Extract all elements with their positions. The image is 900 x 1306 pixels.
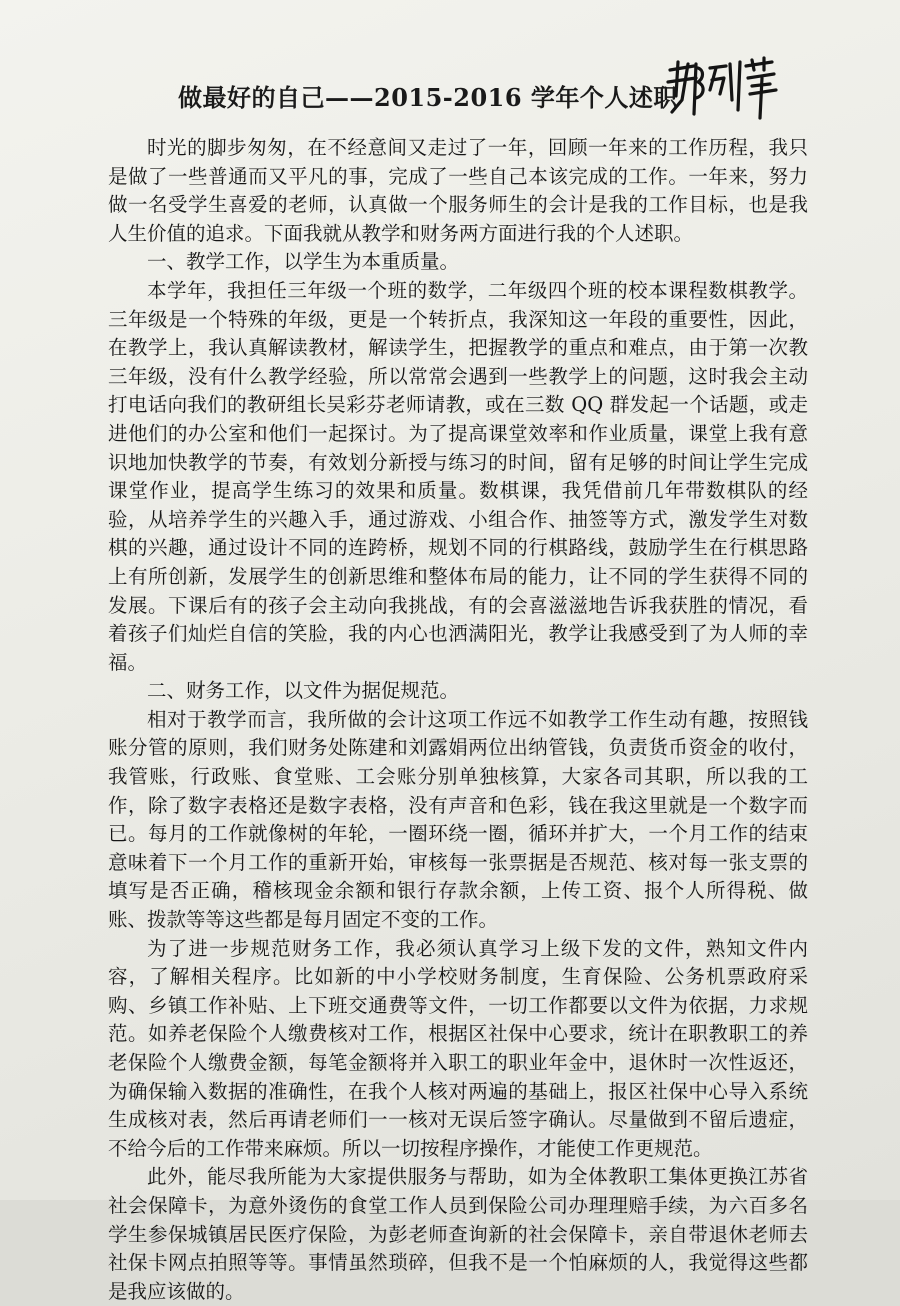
document-title: 做最好的自己——2015-2016 学年个人述职 bbox=[178, 83, 678, 112]
paragraph-additional-services: 此外，能尽我所能为大家提供服务与帮助，如为全体教职工集体更换江苏省社会保障卡，为意外烫伤的食堂工作人员到保险公司办理理赔手续，为六百多名学生参保城镇居民医疗保险，为彭老师查询新的社会保障卡，亲自带退休老师去社保卡网点拍照等等。事情虽然琐碎，但我不是一个怕麻烦的人，我觉得这些都是我应该做的。 bbox=[108, 1165, 808, 1303]
paragraph-teaching: 本学年，我担任三年级一个班的数学，二年级四个班的校本课程数棋教学。三年级是一个特殊的年级，更是一个转折点，我深知这一年段的重要性，因此，在教学上，我认真解读教材，解读学生，把握教学的重点和难点，由于第一次教三年级，没有什么教学经验，所以常常会遇到一些教学上的问题，这时我会主动打电话向我们的教研组长吴彩芬老师请教，或在三数 QQ 群发起一个话题，或走进他们的办公室和他们一起探讨。为了提高课堂效率和作业质量，课堂上我有意识地加快教学的节奏，有效划分新授与练习的时间，留有足够的时间让学生完成课堂作业，提高学生练习的效果和质量。数棋课，我凭借前几年带数棋队的经验，从培养学生的兴趣入手，通过游戏、小组合作、抽签等方式，激发学生对数棋的兴趣，通过设计不同的连跨桥，规划不同的行棋路线，鼓励学生在行棋思路上有所创新，发展学生的创新思维和整体布局的能力，让不同的学生获得不同的发展。下课后有的孩子会主动向我挑战，有的会喜滋滋地告诉我获胜的情况，看着孩子们灿烂自信的笑脸，我的内心也洒满阳光，教学让我感受到了为人师的幸福。 bbox=[108, 278, 808, 674]
paragraph-intro: 时光的脚步匆匆，在不经意间又走过了一年，回顾一年来的工作历程，我只是做了一些普通而又平凡的事，完成了一些自己本该完成的工作。一年来，努力做一名受学生喜爱的老师，认真做一个服务师生的会计是我的工作目标，也是我人生价值的追求。下面我就从教学和财务两方面进行我的个人述职。 bbox=[108, 136, 808, 245]
paragraph-finance-routine: 相对于教学而言，我所做的会计这项工作远不如教学工作生动有趣，按照钱账分管的原则，我们财务处陈建和刘露娟两位出纳管钱，负责货币资金的收付，我管账，行政账、食堂账、工会账分别单独核算，大家各司其职，所以我的工作，除了数字表格还是数字表格，没有声音和色彩，钱在我这里就是一个数字而已。每月的工作就像树的年轮，一圈环绕一圈，循环并扩大，一个月工作的结束意味着下一个月工作的重新开始，审核每一张票据是否规范、核对每一张支票的填写是否正确，稽核现金余额和银行存款余额，上传工资、报个人所得税、做账、拨款等等这些都是每月固定不变的工作。 bbox=[108, 707, 808, 932]
handwritten-signature bbox=[660, 56, 780, 120]
section-heading-finance: 二、财务工作，以文件为据促规范。 bbox=[147, 679, 460, 703]
section-heading-teaching: 一、教学工作，以学生为本重质量。 bbox=[147, 250, 460, 274]
document-body bbox=[108, 134, 808, 1306]
document-header bbox=[0, 70, 900, 130]
paragraph-finance-documents: 为了进一步规范财务工作，我必须认真学习上级下发的文件，熟知文件内容，了解相关程序。比如新的中小学校财务制度，生育保险、公务机票政府采购、乡镇工作补贴、上下班交通费等文件，一切工作都要以文件为依据，力求规范。如养老保险个人缴费核对工作，根据区社保中心要求，统计在职教职工的养老保险个人缴费金额，每笔金额将并入职工的职业年金中，退休时一次性返还，为确保输入数据的准确性，在我个人核对两遍的基础上，报区社保中心导入系统生成核对表，然后再请老师们一一核对无误后签字确认。尽量做到不留后遗症，不给今后的工作带来麻烦。所以一切按程序操作，才能使工作更规范。 bbox=[108, 936, 808, 1160]
